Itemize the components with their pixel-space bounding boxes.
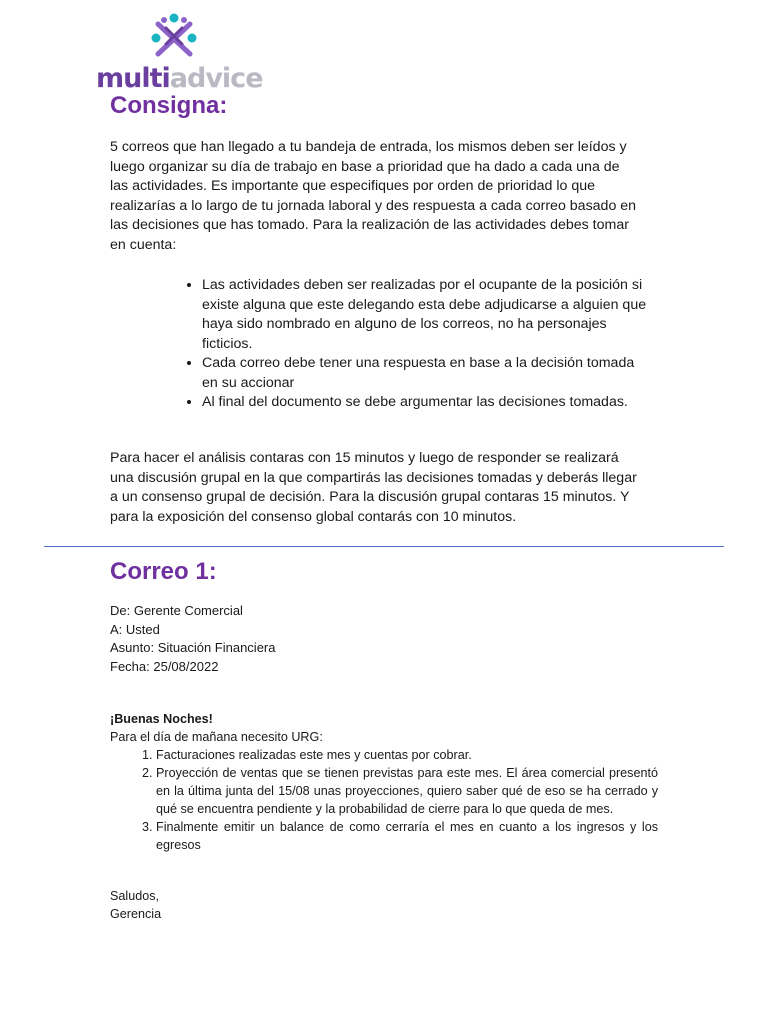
list-item: 2. Proyección de ventas que se tienen previstas para este mes. El área comercial presentó en la última junta del 15/08 unas proyecciones, quiero saber qué de eso se ha cerrado y qué se encuentra pendiente y la probabilidad de cierre para lo que queda de mes. — [156, 764, 658, 818]
logo-text-primary: multi — [96, 63, 170, 94]
logo-wordmark — [96, 64, 263, 94]
email-from: De: Gerente Comercial — [110, 603, 243, 618]
consigna-closing: Para hacer el análisis contaras con 15 minutos y luego de responder se realizará una discusión grupal en la que compartirás las decisiones tomadas y deberás llegar a un consenso grupal de decisión. Para la discusión grupal contaras 15 minutos. Y para la exposición del consenso global contarás con 10 minutos. — [110, 450, 637, 525]
email-signer: Gerencia — [110, 907, 162, 921]
correo1-title: Correo 1: — [110, 558, 217, 585]
email-date: Fecha: 25/08/2022 — [110, 658, 219, 674]
logo-text-secondary: advice — [169, 63, 263, 94]
consigna-intro: 5 correos que han llegado a tu bandeja de entrada, los mismos deben ser leídos y luego organizar su día de trabajo en base a prioridad que ha dado a cada una de las actividades. Es importante que especifiques por orden de prioridad lo que realizarías a lo largo de tu jornada laboral y des respuesta a cada correo basado en las decisiones que has tomado. Para la realización de las actividades debes tomar en cuenta: — [110, 139, 637, 253]
bullet-item: • Cada correo debe tener una respuesta en base a la decisión tomada en su accionar — [202, 354, 652, 393]
consigna-title: Consigna: — [110, 92, 228, 119]
multiadvice-logo — [96, 12, 266, 92]
email-closing: Saludos, — [110, 889, 160, 903]
email-to: A: Usted — [110, 621, 160, 637]
list-item: 1. Facturaciones realizadas este mes y cuentas por cobrar. — [156, 746, 658, 764]
consigna-bullet-list — [178, 276, 652, 413]
bullet-item: • Las actividades deben ser realizadas por el ocupante de la posición si existe alguna que este delegando esta debe adjudicarse a alguien que haya sido nombrado en alguno de los correos, no ha personajes ficticios. — [202, 276, 652, 354]
email-lead: Para el día de mañana necesito URG: — [110, 730, 323, 744]
email-header — [110, 602, 275, 676]
list-item: 3. Finalmente emitir un balance de como cerraría el mes en cuanto a los ingresos y los egresos — [156, 818, 658, 854]
section-divider — [44, 546, 724, 547]
logo-mark-icon — [148, 12, 200, 62]
bullet-item: • Al final del documento se debe argumentar las decisiones tomadas. — [202, 393, 652, 413]
email-request-list — [110, 746, 658, 854]
email-greeting: ¡Buenas Noches! — [110, 712, 213, 726]
email-subject: Asunto: Situación Financiera — [110, 640, 276, 655]
email-signature — [110, 887, 161, 923]
email-body — [110, 710, 658, 854]
